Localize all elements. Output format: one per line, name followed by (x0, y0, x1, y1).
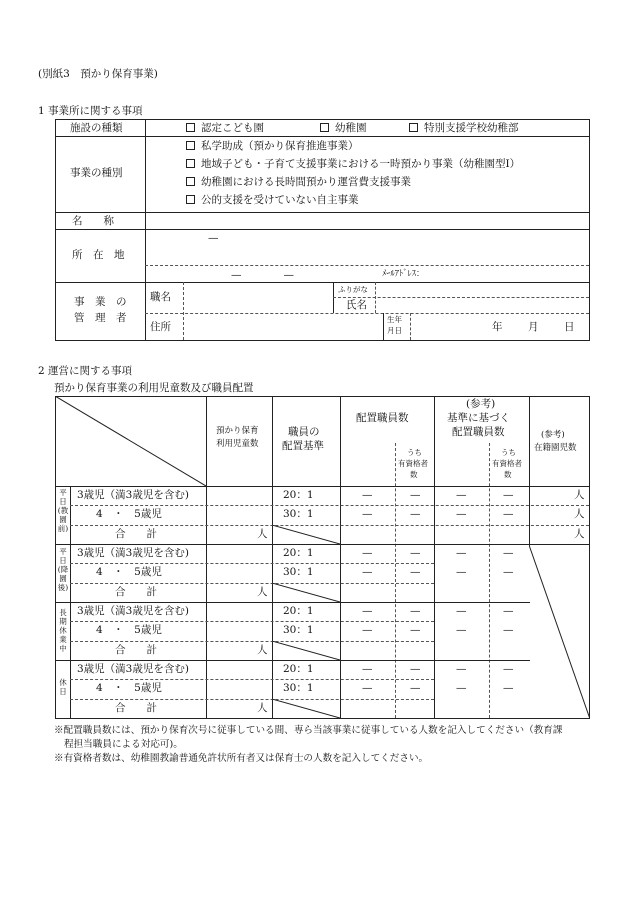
dash: — (456, 547, 467, 559)
document-label: (別紙3 預かり保育事業) (38, 68, 158, 80)
ratio-age45-g2: 30：1 (283, 566, 314, 578)
business-option-4[interactable]: 公的支援を受けていない自主事業 (186, 195, 359, 206)
dob-year: 年 (492, 321, 503, 333)
dash: — (410, 682, 421, 694)
col-ref-line3: 配置職員数 (452, 426, 505, 438)
dash: — (362, 547, 373, 559)
note-staff-count: ※配置職員数には、預かり保育次号に従事している間、専ら当該事業に従事している人数を記入してください（教育課 (54, 725, 563, 736)
checkbox-icon[interactable] (186, 141, 195, 150)
dash: — (456, 624, 467, 636)
row-age45-g4: 4 ・ 5歳児 (96, 682, 162, 694)
col-staff: 配置職員数 (356, 412, 409, 424)
sub-qual-ref-line3: 数 (504, 470, 512, 479)
dash: — (410, 624, 421, 636)
dash: — (456, 508, 467, 520)
row-age3-g1: 3歳児（満3歳児を含む) (77, 489, 189, 501)
col-enrolled-line2: 在籍園児数 (534, 443, 577, 453)
row-age45-g1: 4 ・ 5歳児 (96, 508, 162, 520)
dash: — (362, 663, 373, 675)
dash: — (362, 682, 373, 694)
row-total-g2: 合 計 (115, 586, 157, 598)
group-label-weekday-after: 平 日 (降 園 後) (57, 547, 69, 592)
dob-label-line2: 月日 (387, 326, 402, 335)
facility-option-kodomoen[interactable]: 認定こども園 (186, 123, 264, 134)
sub-qual-ref-line2: 有資格者 (492, 459, 522, 468)
person-name-label: 氏名 (346, 299, 367, 311)
sub-qual-ref-line1: うち (501, 448, 516, 457)
name-label: 名 称 (72, 215, 114, 227)
sub-qual-line2: 有資格者 (398, 459, 428, 468)
group-label-long-vacation: 長 期 休 業 中 (59, 608, 67, 653)
col-children-line1: 預かり保育 (216, 426, 259, 436)
postal-dash: — (208, 232, 219, 244)
phone-dashes: — — (231, 269, 294, 281)
row-age45-g3: 4 ・ 5歳児 (96, 624, 162, 636)
address-label: 所 在 地 (72, 249, 125, 261)
ratio-age3-g3: 20：1 (283, 605, 314, 617)
enrolled-unit-age45: 人 (574, 508, 585, 520)
dash: — (503, 624, 514, 636)
group-label-holiday: 休 日 (59, 678, 67, 696)
total-unit-g2: 人 (257, 586, 268, 598)
dash: — (410, 508, 421, 520)
dash: — (410, 605, 421, 617)
enrolled-na-diagonal (529, 545, 590, 719)
dash: — (503, 547, 514, 559)
checkbox-icon[interactable] (186, 177, 195, 186)
section1-heading: 1 事業所に関する事項 (38, 105, 143, 117)
checkbox-icon[interactable] (320, 123, 329, 132)
dash: — (362, 489, 373, 501)
dob-day: 日 (564, 321, 575, 333)
col-ratio-line2: 配置基準 (282, 440, 324, 452)
dash: — (362, 566, 373, 578)
enrolled-unit-total: 人 (574, 528, 585, 540)
dash: — (456, 663, 467, 675)
email-label: ﾒｰﾙｱﾄﾞﾚｽ： (382, 269, 425, 279)
job-title-label: 職名 (150, 291, 171, 303)
dash: — (456, 489, 467, 501)
dash: — (503, 663, 514, 675)
dob-month: 月 (528, 321, 539, 333)
ratio-age3-g1: 20：1 (283, 489, 314, 501)
note-staff-count-cont: 程担当職員による対応可)。 (64, 739, 183, 750)
dash: — (410, 663, 421, 675)
business-option-2[interactable]: 地域子ども・子育て支援事業における一時預かり事業（幼稚園型Ⅰ） (186, 159, 520, 170)
name-field[interactable] (146, 213, 589, 229)
dash: — (503, 566, 514, 578)
facility-type-label: 施設の種類 (70, 122, 123, 134)
dash: — (456, 566, 467, 578)
checkbox-icon[interactable] (186, 159, 195, 168)
dash: — (503, 682, 514, 694)
col-ratio-line1: 職員の (288, 426, 320, 438)
dash: — (410, 489, 421, 501)
ratio-age45-g4: 30：1 (283, 682, 314, 694)
checkbox-icon[interactable] (409, 123, 418, 132)
col-ref-line2: 基準に基づく (447, 412, 510, 424)
row-age3-g2: 3歳児（満3歳児を含む) (77, 547, 189, 559)
row-age45-g2: 4 ・ 5歳児 (96, 566, 162, 578)
ratio-age3-g2: 20：1 (283, 547, 314, 559)
ratio-age45-g3: 30：1 (283, 624, 314, 636)
row-total-g1: 合 計 (115, 528, 157, 540)
dash: — (456, 682, 467, 694)
section2-heading: 2 運営に関する事項 (38, 365, 133, 377)
dash: — (410, 566, 421, 578)
manager-label-line1: 事 業 の (74, 296, 127, 308)
business-option-1[interactable]: 私学助成（預かり保育推進事業） (186, 141, 359, 152)
section2-subheading: 預かり保育事業の利用児童数及び職員配置 (54, 382, 254, 394)
dash: — (456, 605, 467, 617)
group-label-weekday-daytime: 平 日 (教 園 前) (57, 488, 69, 533)
furigana-label: ふりがな (338, 285, 368, 294)
business-type-label: 事業の種別 (70, 167, 123, 179)
enrolled-unit-age3: 人 (574, 489, 585, 501)
row-age3-g4: 3歳児（満3歳児を含む) (77, 663, 189, 675)
business-option-3[interactable]: 幼稚園における長時間預かり運営費支援事業 (186, 177, 411, 188)
sub-qual-line3: 数 (410, 470, 418, 479)
col-ref-line1: (参考) (466, 398, 496, 410)
dob-label-line1: 生年 (387, 315, 402, 324)
col-enrolled-line1: (参考) (541, 430, 565, 440)
manager-label-line2: 管 理 者 (74, 312, 127, 324)
checkbox-icon[interactable] (186, 195, 195, 204)
ratio-age45-g1: 30：1 (283, 508, 314, 520)
facility-option-special-school[interactable]: 特別支援学校幼稚部 (409, 123, 519, 134)
total-unit-g4: 人 (257, 702, 268, 714)
row-total-g3: 合 計 (115, 644, 157, 656)
address-field[interactable] (146, 242, 589, 264)
dash: — (503, 489, 514, 501)
row-total-g4: 合 計 (115, 702, 157, 714)
col-children-line2: 利用児童数 (216, 439, 259, 449)
dash: — (503, 508, 514, 520)
header-diagonal (55, 396, 206, 486)
total-unit-g1: 人 (257, 528, 268, 540)
facility-option-kindergarten[interactable]: 幼稚園 (320, 123, 367, 134)
residence-label: 住所 (150, 321, 171, 333)
row-age3-g3: 3歳児（満3歳児を含む) (77, 605, 189, 617)
dash: — (503, 605, 514, 617)
dash: — (362, 605, 373, 617)
checkbox-icon[interactable] (186, 123, 195, 132)
dash: — (362, 508, 373, 520)
dash: — (362, 624, 373, 636)
sub-qual-line1: うち (407, 448, 422, 457)
total-unit-g3: 人 (257, 644, 268, 656)
dash: — (410, 547, 421, 559)
note-qualified-count: ※有資格者数は、幼稚園教諭普通免許状所有者又は保育士の人数を記入してください。 (54, 753, 429, 764)
ratio-age3-g4: 20：1 (283, 663, 314, 675)
